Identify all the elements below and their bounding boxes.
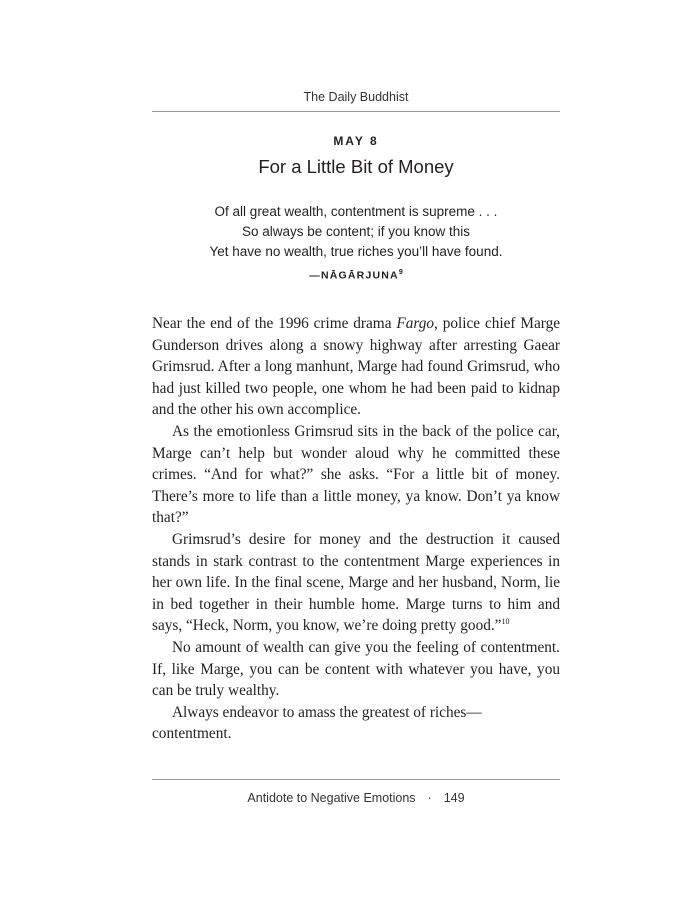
epigraph-line: Of all great wealth, contentment is supreme . . . xyxy=(214,204,498,219)
footer-section: Antidote to Negative Emotions xyxy=(247,791,416,805)
paragraph: As the emotionless Grimsrud sits in the back of the police car, Marge can’t help but wonder aloud why he committed these crimes. “And for what?” she asks. “For a little bit of money. There’s more to life than a little money, ya know. Don’t ya know that?” xyxy=(152,422,560,527)
body-text xyxy=(152,313,560,745)
page-number: 149 xyxy=(443,791,465,805)
film-title: Fargo xyxy=(396,315,435,332)
entry-date: MAY 8 xyxy=(333,134,379,148)
paragraph xyxy=(152,529,560,637)
epigraph-line: Yet have no wealth, true riches you’ll have found. xyxy=(209,244,503,259)
footer-separator: · xyxy=(427,791,432,805)
entry-title: For a Little Bit of Money xyxy=(258,156,454,177)
running-head: The Daily Buddhist xyxy=(303,90,409,104)
footer-rule xyxy=(152,779,560,780)
footer xyxy=(152,791,560,805)
paragraph-text: Grimsrud’s desire for money and the destruction it caused stands in stark contrast to the contentment Marge experiences in her own life. In the final scene, Marge and her husband, Norm, lie in bed together in their humble home. Marge turns to him and says, “Heck, Norm, you know, we’re doing pretty good.” xyxy=(152,530,560,635)
paragraph: No amount of wealth can give you the feeling of contentment. If, like Marge, you can be content with whatever you have, you can be truly wealthy. xyxy=(152,638,560,700)
endnote-ref: 10 xyxy=(501,617,510,627)
attribution-text: —NĀGĀRJUNA xyxy=(309,269,399,282)
paragraph xyxy=(152,313,560,421)
paragraph-text: , police chief Marge Gunderson drives along a snowy highway after arresting Gaear Grimsrud. After a long manhunt, Marge had found Grimsrud, who had just killed two people, one whom he had been paid to kidnap and the other his own accomplice. xyxy=(152,315,561,419)
endnote-ref: 9 xyxy=(398,269,403,276)
epigraph-attribution xyxy=(152,263,560,286)
header-rule xyxy=(152,111,560,112)
paragraph-text: Near the end of the 1996 crime drama xyxy=(152,315,397,332)
epigraph xyxy=(152,202,560,286)
paragraph: Always endeavor to amass the greatest of riches—contentment. xyxy=(152,703,482,743)
epigraph-line: So always be content; if you know this xyxy=(241,224,471,239)
